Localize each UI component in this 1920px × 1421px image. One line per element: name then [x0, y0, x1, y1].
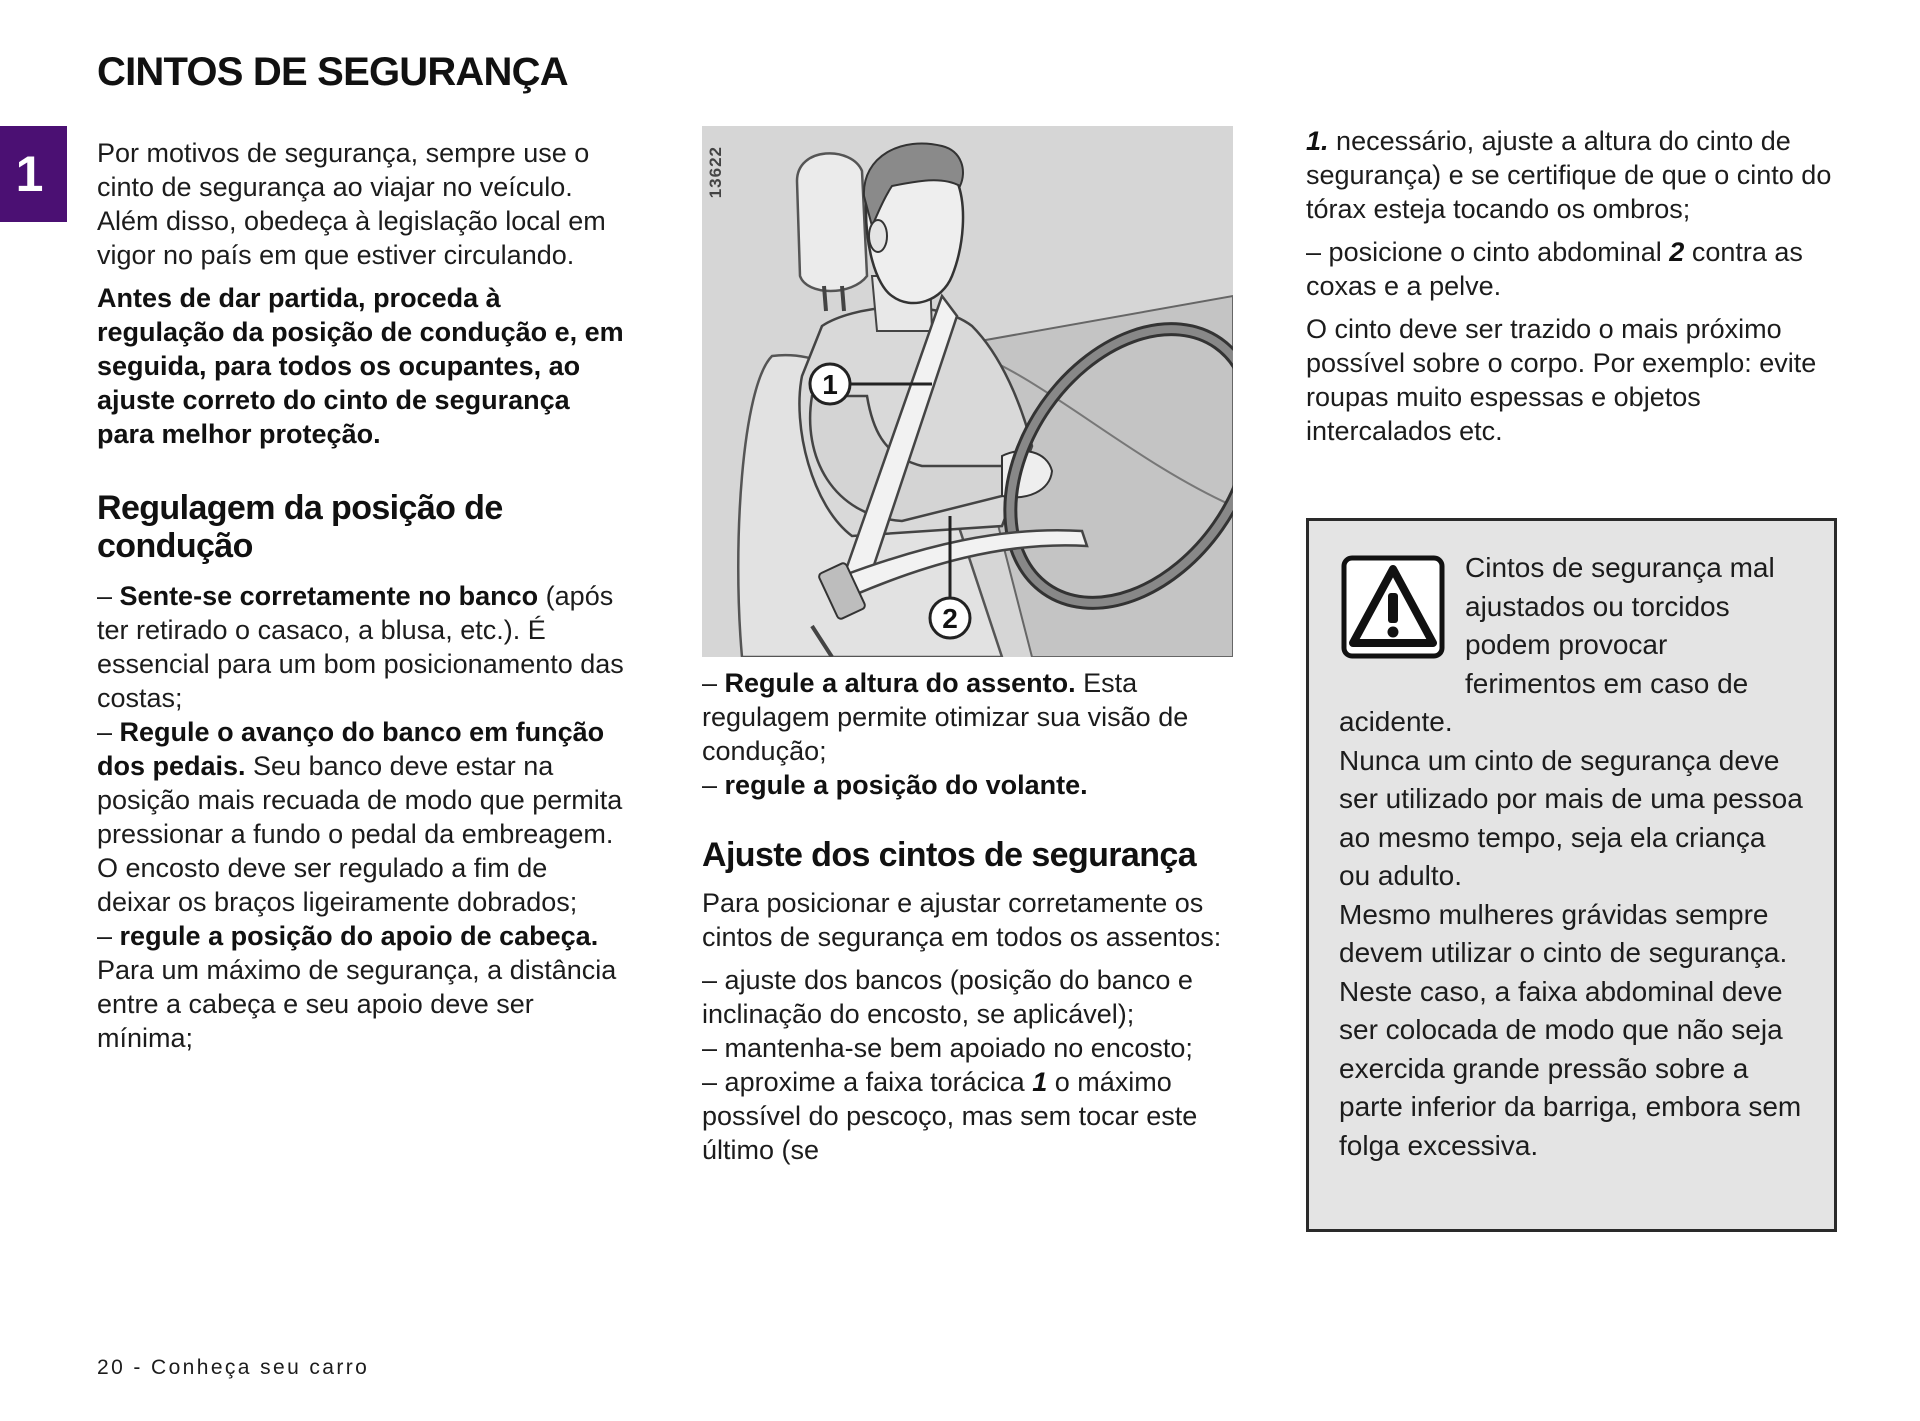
section-heading-seatbelt-adjustment: Ajuste dos cintos de segurança	[702, 836, 1197, 874]
list-item: – Regule o avanço do banco em função dos pedais. Seu banco deve estar na posição mais recuada de modo que permita pressionar a fundo o pedal da embreagem. O encosto deve ser regulado a fim de deixar os braços ligeiramente dobrados;	[97, 717, 623, 917]
list-item: – mantenha-se bem apoiado no encosto;	[702, 1033, 1193, 1063]
continued-paragraph: 1. necessário, ajuste a altura do cinto de segurança) e se certifique de que o cinto do tórax esteja tocando os ombros;	[1306, 126, 1832, 224]
section-heading-driving-position: Regulagem da posição de condução	[97, 489, 503, 565]
list-item: – ajuste dos bancos (posição do banco e inclinação do encosto, se aplicável);	[702, 965, 1193, 1029]
chapter-tab: 1	[0, 126, 67, 222]
column-left	[97, 136, 627, 1055]
body-paragraph: O cinto deve ser trazido o mais próximo possível sobre o corpo. Por exemplo: evite roupas muito espessas e objetos intercalados etc.	[1306, 314, 1817, 446]
intro-paragraph: Por motivos de segurança, sempre use o cinto de segurança ao viajar no veículo. Além disso, obedeça à legislação local em vigor no país em que estiver circulando.	[97, 138, 606, 270]
page-footer: 20 - Conheça seu carro	[97, 1356, 370, 1379]
figure-id: 13622	[706, 146, 725, 199]
adjust-intro: Para posicionar e ajustar corretamente os cintos de segurança em todos os assentos:	[702, 888, 1222, 952]
warning-triangle-icon	[1341, 555, 1445, 659]
warning-box	[1306, 518, 1837, 1232]
callout-1: 1	[822, 369, 838, 400]
list-item: – posicione o cinto abdominal 2 contra as coxas e a pelve.	[1306, 237, 1803, 301]
column-right	[1306, 124, 1851, 448]
warning-paragraph-3: Mesmo mulheres grávidas sempre devem utilizar o cinto de segurança. Neste caso, a faixa abdominal deve ser colocada de modo que não seja exercida grande pressão sobre a parte inferior da barriga, embora sem folga excessiva.	[1339, 898, 1802, 1161]
intro-bold-paragraph: Antes de dar partida, proceda à regulação da posição de condução e, em seguida, para todos os ocupantes, ao ajuste correto do cinto de segurança para melhor proteção.	[97, 283, 624, 449]
column-middle	[702, 666, 1242, 1167]
driver-seatbelt-illustration	[702, 126, 1233, 657]
callout-2: 2	[942, 603, 958, 634]
warning-paragraph-2: Nunca um cinto de segurança deve ser utilizado por mais de uma pessoa ao mesmo tempo, seja ela criança ou adulto.	[1339, 744, 1803, 891]
warning-paragraph-1: Cintos de segurança mal ajustados ou torcidos podem provocar ferimentos em caso de acidente.	[1339, 552, 1775, 737]
list-item: – Sente-se corretamente no banco (após ter retirado o casaco, a blusa, etc.). É essencial para um bom posicionamento das costas;	[97, 581, 624, 713]
list-item: – regule a posição do apoio de cabeça. Para um máximo de segurança, a distância entre a cabeça e seu apoio deve ser mínima;	[97, 921, 617, 1053]
list-item: – Regule a altura do assento. Esta regulagem permite otimizar sua visão de condução;	[702, 668, 1189, 766]
list-item: – regule a posição do volante.	[702, 770, 1088, 800]
list-item: – aproxime a faixa torácica 1 o máximo possível do pescoço, mas sem tocar este último (se	[702, 1067, 1198, 1165]
page-title: CINTOS DE SEGURANÇA	[97, 50, 568, 94]
